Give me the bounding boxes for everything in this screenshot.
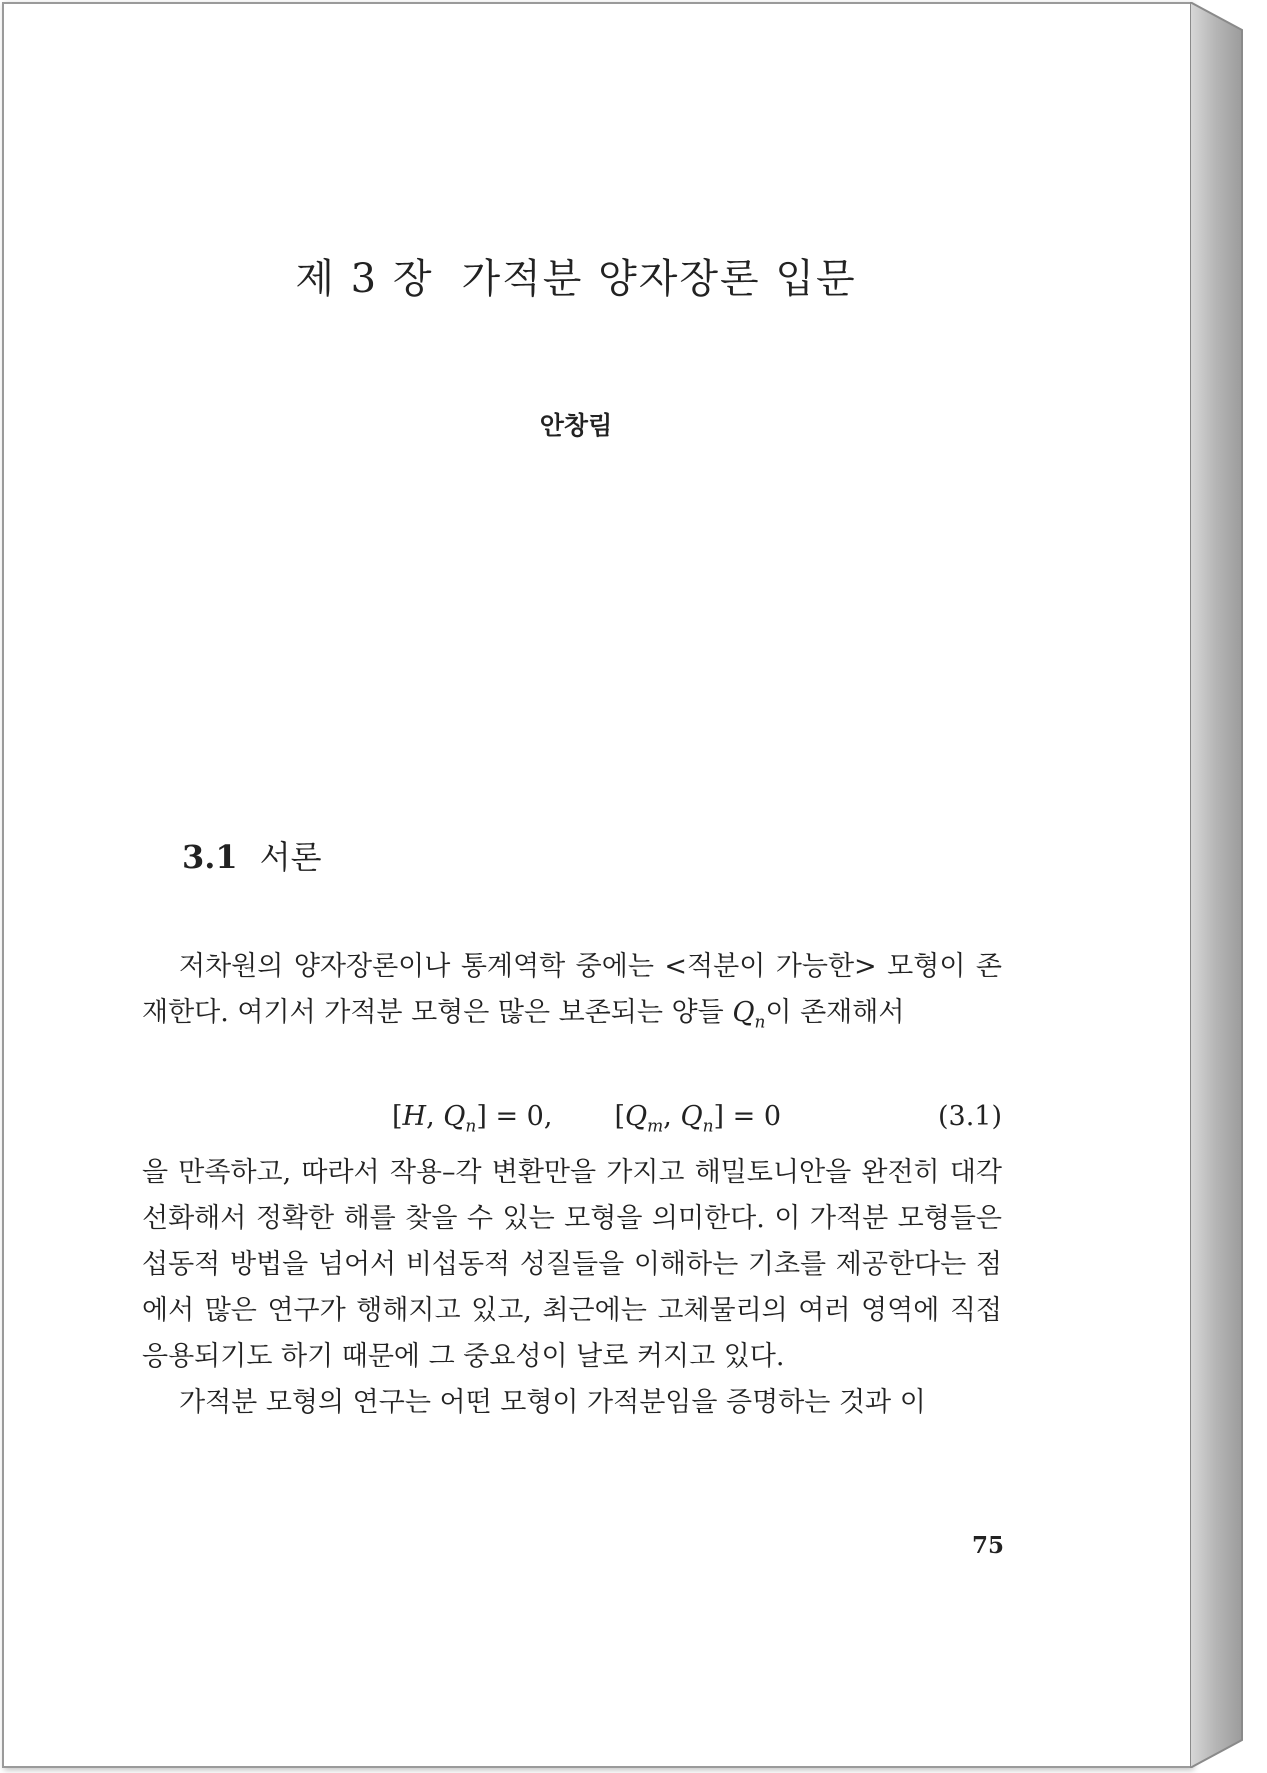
paragraph-continuation: 을 만족하고, 따라서 작용–각 변환만을 가지고 해밀토니안을 완전히 대각선화해서 정확한 해를 찾을 수 있는 모형을 의미한다. 이 가적분 모형들은 섭동적 방법을 넘어서 비섭동적 성질들을 이해하는 기초를 제공한다는 점에서 많은 연구가 행해지고 있고, 최근에는 고체물리의 여러 영역에 직접 응용되기도 하기 때문에 그 중요성이 날로 커지고 있다.	[142, 1157, 1002, 1372]
book-page	[2, 2, 1192, 1768]
chapter-title-text: 가적분 양자장론 입문	[461, 256, 857, 302]
equation-row	[142, 1094, 1002, 1140]
paragraph-intro-text: 저차원의 양자장론이나 통계역학 중에는 <적분이 가능한> 모형이 존재한다. 여기서 가적분 모형은 많은 보존되는 양들	[142, 951, 1002, 1028]
eq-symbol-q: Q	[680, 1101, 703, 1132]
equation	[392, 1094, 781, 1149]
chapter-title	[4, 247, 1148, 304]
paragraph-intro-tail: 이 존재해서	[765, 997, 905, 1028]
eq-comma: ,	[426, 1101, 444, 1132]
section-number: 3.1	[182, 838, 238, 876]
page-number: 75	[972, 1532, 1005, 1559]
math-symbol-qn	[732, 997, 766, 1033]
eq-comma: ,	[663, 1101, 681, 1132]
math-symbol-subscript: n	[754, 1012, 766, 1033]
paragraph-body	[142, 1150, 1002, 1426]
eq-symbol-h: H	[402, 1101, 427, 1132]
eq-subscript: n	[702, 1116, 714, 1137]
math-symbol-letter: Q	[732, 997, 755, 1028]
section-title: 서론	[259, 838, 322, 876]
eq-bracket: [	[392, 1101, 403, 1132]
paragraph-intro	[142, 944, 1002, 1045]
eq-subscript: m	[647, 1116, 664, 1137]
section-heading	[182, 832, 322, 878]
eq-subscript: n	[465, 1116, 477, 1137]
eq-close: ] = 0,	[476, 1101, 553, 1132]
author-name: 안창림	[539, 411, 613, 440]
equation-number: (3.1)	[937, 1101, 1002, 1132]
eq-symbol-q: Q	[443, 1101, 466, 1132]
eq-close: ] = 0	[713, 1101, 782, 1132]
eq-symbol-q: Q	[625, 1101, 648, 1132]
paragraph-next: 가적분 모형의 연구는 어떤 모형이 가적분임을 증명하는 것과 이	[179, 1387, 926, 1418]
book-spine	[1190, 2, 1254, 1768]
chapter-number: 제 3 장	[295, 256, 434, 302]
eq-bracket: [	[614, 1101, 625, 1132]
